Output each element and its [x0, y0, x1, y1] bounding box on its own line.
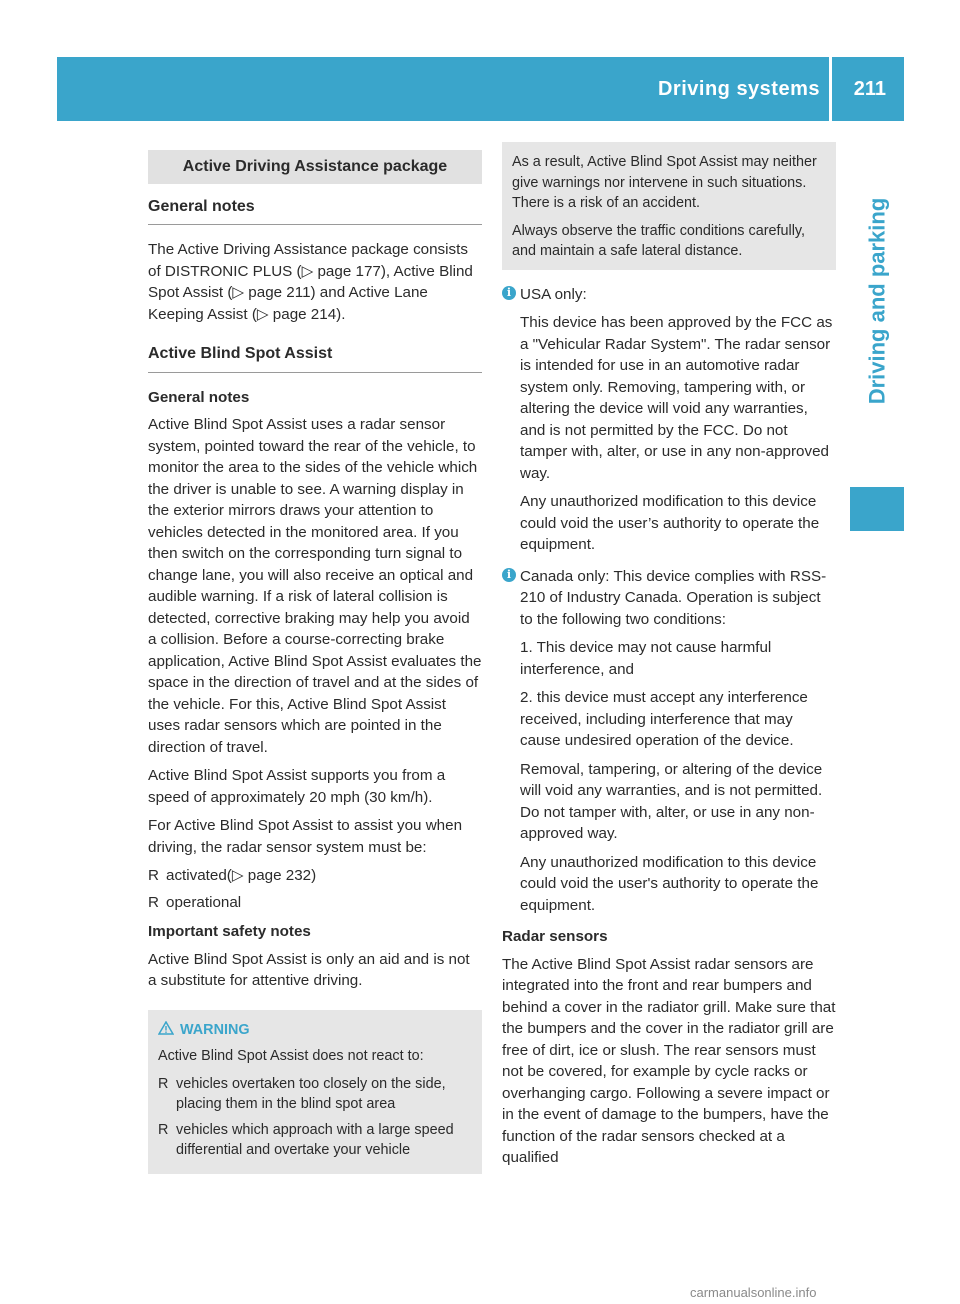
canada-note-paragraph: Removal, tampering, or altering of the device will void any warranties, and is not permitted. Do not tamper with, alter, or use in any non-approved way. [520, 760, 823, 842]
general-notes-heading: General notes [148, 196, 482, 226]
bullet-marker: R [158, 1121, 169, 1138]
result-paragraph: As a result, Active Blind Spot Assist may neither give warnings nor intervene in such situations. There is a risk of an accident. [512, 154, 817, 211]
page-number: 211 [853, 78, 886, 100]
safety-paragraph: Active Blind Spot Assist is only an aid and is not a substitute for attentive driving. [148, 950, 470, 989]
bullet-marker: R [158, 1075, 169, 1092]
warning-triangle-icon [158, 1021, 174, 1035]
canada-note-paragraph: 1. This device may not cause harmful interference, and [520, 639, 772, 678]
safety-heading: Important safety notes [148, 923, 311, 940]
header-divider [829, 57, 832, 121]
general-notes-minor-heading: General notes [148, 388, 250, 406]
chapter-side-block [850, 487, 904, 531]
list-item: R vehicles which approach with a large speed differential and overtake your vehicle [158, 1121, 454, 1158]
result-paragraph: Always observe the traffic conditions carefully, and maintain a safe lateral distance. [512, 222, 806, 259]
info-icon: i [502, 568, 516, 582]
body-paragraph-3: For Active Blind Spot Assist to assist you when driving, the radar sensor system must be: [148, 817, 463, 856]
blind-spot-heading: Active Blind Spot Assist [148, 343, 482, 373]
canada-note-lead: Canada only: This device complies with RSS-210 of Industry Canada. Operation is subject to the following two conditions: [520, 567, 827, 628]
canada-note [502, 566, 836, 917]
warning-continuation-box [502, 142, 836, 270]
canada-note-paragraph: 2. this device must accept any interference received, including interference that may cause undesired operation of the device. [520, 689, 808, 749]
section-heading: Active Driving Assistance package [148, 150, 482, 184]
intro-paragraph: The Active Driving Assistance package consists of DISTRONIC PLUS (▷ page 177), Active Blind Spot Assist (▷ page 211) and Active Lane Keeping Assist (▷ page 214). [148, 241, 473, 323]
warning-intro: Active Blind Spot Assist does not react to: [158, 1048, 424, 1064]
usa-note-lead: USA only: [520, 285, 587, 303]
left-column [148, 150, 482, 1174]
bullet-marker: R [148, 893, 159, 911]
radar-sensors-paragraph: The Active Blind Spot Assist radar sensors are integrated into the front and rear bumpers and behind a cover in the radiator grill. Make sure that the bumpers and the cover in the radiator grill are free of dirt, ice or slush. The rear sensors must not be covered, for example by cycle racks or overhanging cargo. Following a severe impact or in the event of damage to the bumpers, have the function of the radar sensors checked at a qualified [502, 955, 836, 1166]
header-bar [57, 57, 904, 121]
header-section-title: Driving systems [657, 78, 820, 100]
radar-sensors-heading: Radar sensors [502, 928, 608, 945]
footer-watermark: carmanualsonline.info [690, 1285, 817, 1300]
list-item: R vehicles overtaken too closely on the side, placing them in the blind spot area [158, 1075, 446, 1112]
canada-note-paragraph: Any unauthorized modification to this device could void the user's authority to operate the equipment. [520, 853, 819, 914]
usa-note [502, 284, 836, 556]
info-icon: i [502, 286, 516, 300]
list-item: R activated(▷ page 232) [148, 865, 482, 887]
warning-title: WARNING [158, 1020, 472, 1041]
chapter-side-tab [850, 121, 904, 481]
right-column [502, 150, 836, 1176]
body-paragraph-1: Active Blind Spot Assist uses a radar sensor system, pointed toward the rear of the vehicle, to monitor the area to the sides of the vehicle which the driver is unable to see. A warning display in the exterior mirrors draws your attention to vehicles detected in the monitored area. If you then switch on the corresponding turn signal to change lane, you will also receive an optical and audible warning. If a risk of lateral collision is detected, corrective braking may help you avoid a collision. Before a course-correcting brake application, Active Blind Spot Assist evaluates the space in the direction of travel and at the sides of the vehicle. For this, Active Blind Spot Assist uses radar sensors which are pointed in the direction of travel. [148, 416, 482, 756]
usa-note-paragraph: This device has been approved by the FCC as a "Vehicular Radar System". The radar sensor is intended for use in an automotive radar system only. Removing, tampering with, or altering the device will void any warranties, and is not permitted by the FCC. Do not tamper with, alter, or use in any non-approved way. [520, 314, 833, 482]
chapter-label: Driving and parking [864, 197, 890, 405]
body-paragraph-2: Active Blind Spot Assist supports you from a speed of approximately 20 mph (30 km/h). [148, 767, 446, 806]
list-item: R operational [148, 892, 482, 914]
usa-note-paragraph: Any unauthorized modification to this device could void the user’s authority to operate the equipment. [520, 493, 820, 553]
bullet-marker: R [148, 867, 159, 884]
warning-box [148, 1010, 482, 1174]
